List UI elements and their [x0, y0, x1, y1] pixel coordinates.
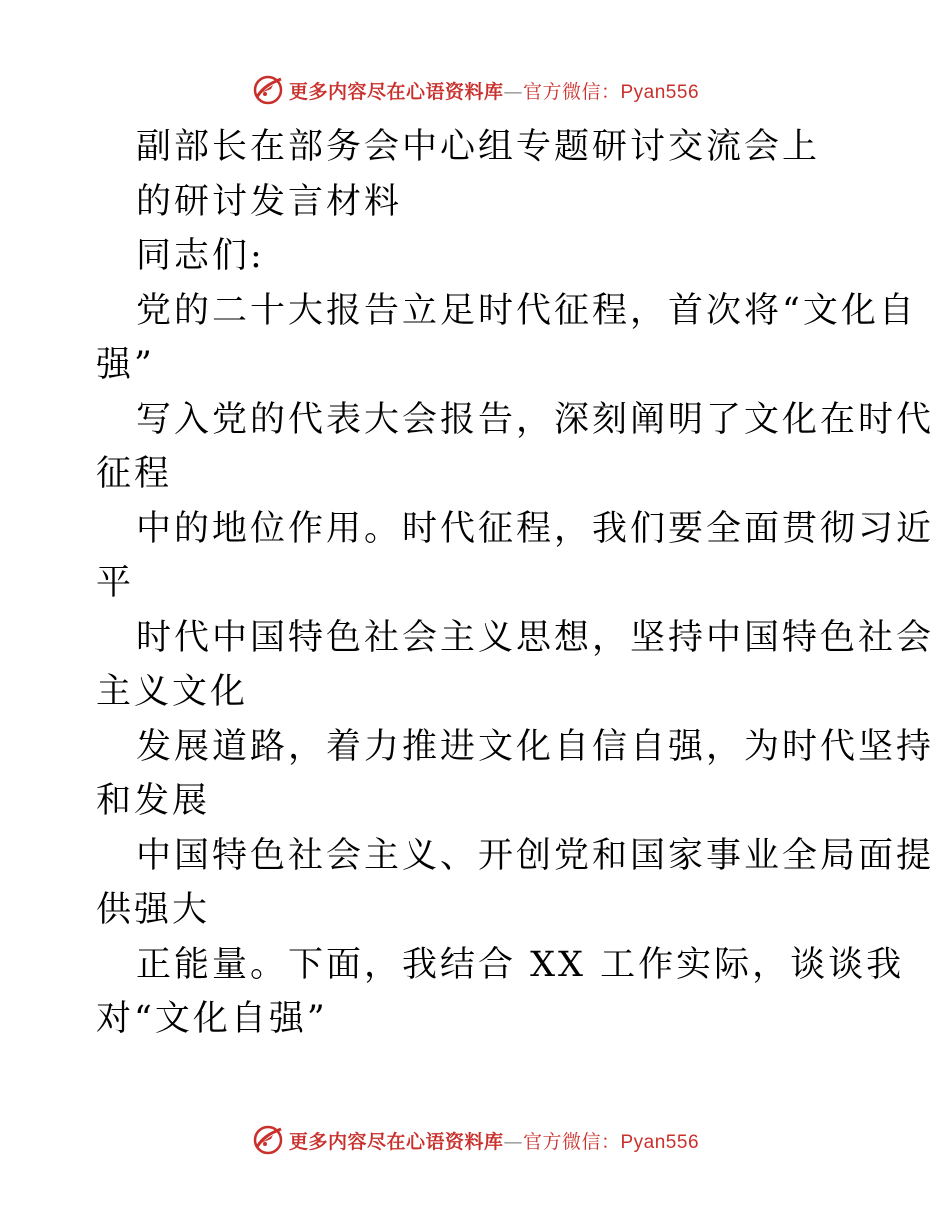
paragraph-line: 供强大 — [96, 890, 211, 930]
paragraph-line: 发展道路，着力推进文化自信自强，为时代坚持 — [136, 726, 935, 767]
paragraph-line: 和发展 — [96, 781, 211, 821]
paragraph-line: 主义文化 — [96, 672, 249, 712]
header-watermark-banner — [0, 70, 950, 110]
paragraph-line: 平 — [96, 563, 135, 603]
paragraph-line: 时代中国特色社会主义思想，坚持中国特色社会 — [136, 617, 935, 658]
document-body — [96, 120, 935, 1047]
paragraph-line: 征程 — [96, 454, 173, 494]
paragraph-line: 党的二十大报告立足时代征程，首次将“文化自 — [136, 290, 917, 331]
paragraph-line: 的研讨发言材料 — [136, 181, 403, 222]
paragraph-line: 副部长在部务会中心组专题研讨交流会上 — [136, 127, 821, 167]
paragraph-line: 中国特色社会主义、开创党和国家事业全局面提 — [136, 835, 935, 876]
paragraph-line: 中的地位作用。时代征程，我们要全面贯彻习近 — [136, 508, 935, 549]
paragraph-line: 正能量。下面，我结合 XX 工作实际，谈谈我 — [136, 944, 905, 985]
brand-logo-icon — [251, 73, 285, 107]
paragraph-line: 强” — [96, 345, 155, 385]
paragraph-line: 对“文化自强” — [96, 999, 328, 1039]
brand-logo-icon — [251, 1123, 285, 1157]
paragraph-line: 写入党的代表大会报告，深刻阐明了文化在时代 — [136, 399, 935, 440]
banner-text: 更多内容尽在心语资料库—官方微信：Pyan556 — [288, 80, 700, 103]
footer-watermark-banner — [0, 1120, 950, 1160]
paragraph-line: 同志们: — [136, 236, 265, 276]
banner-text: 更多内容尽在心语资料库—官方微信：Pyan556 — [288, 1130, 700, 1153]
